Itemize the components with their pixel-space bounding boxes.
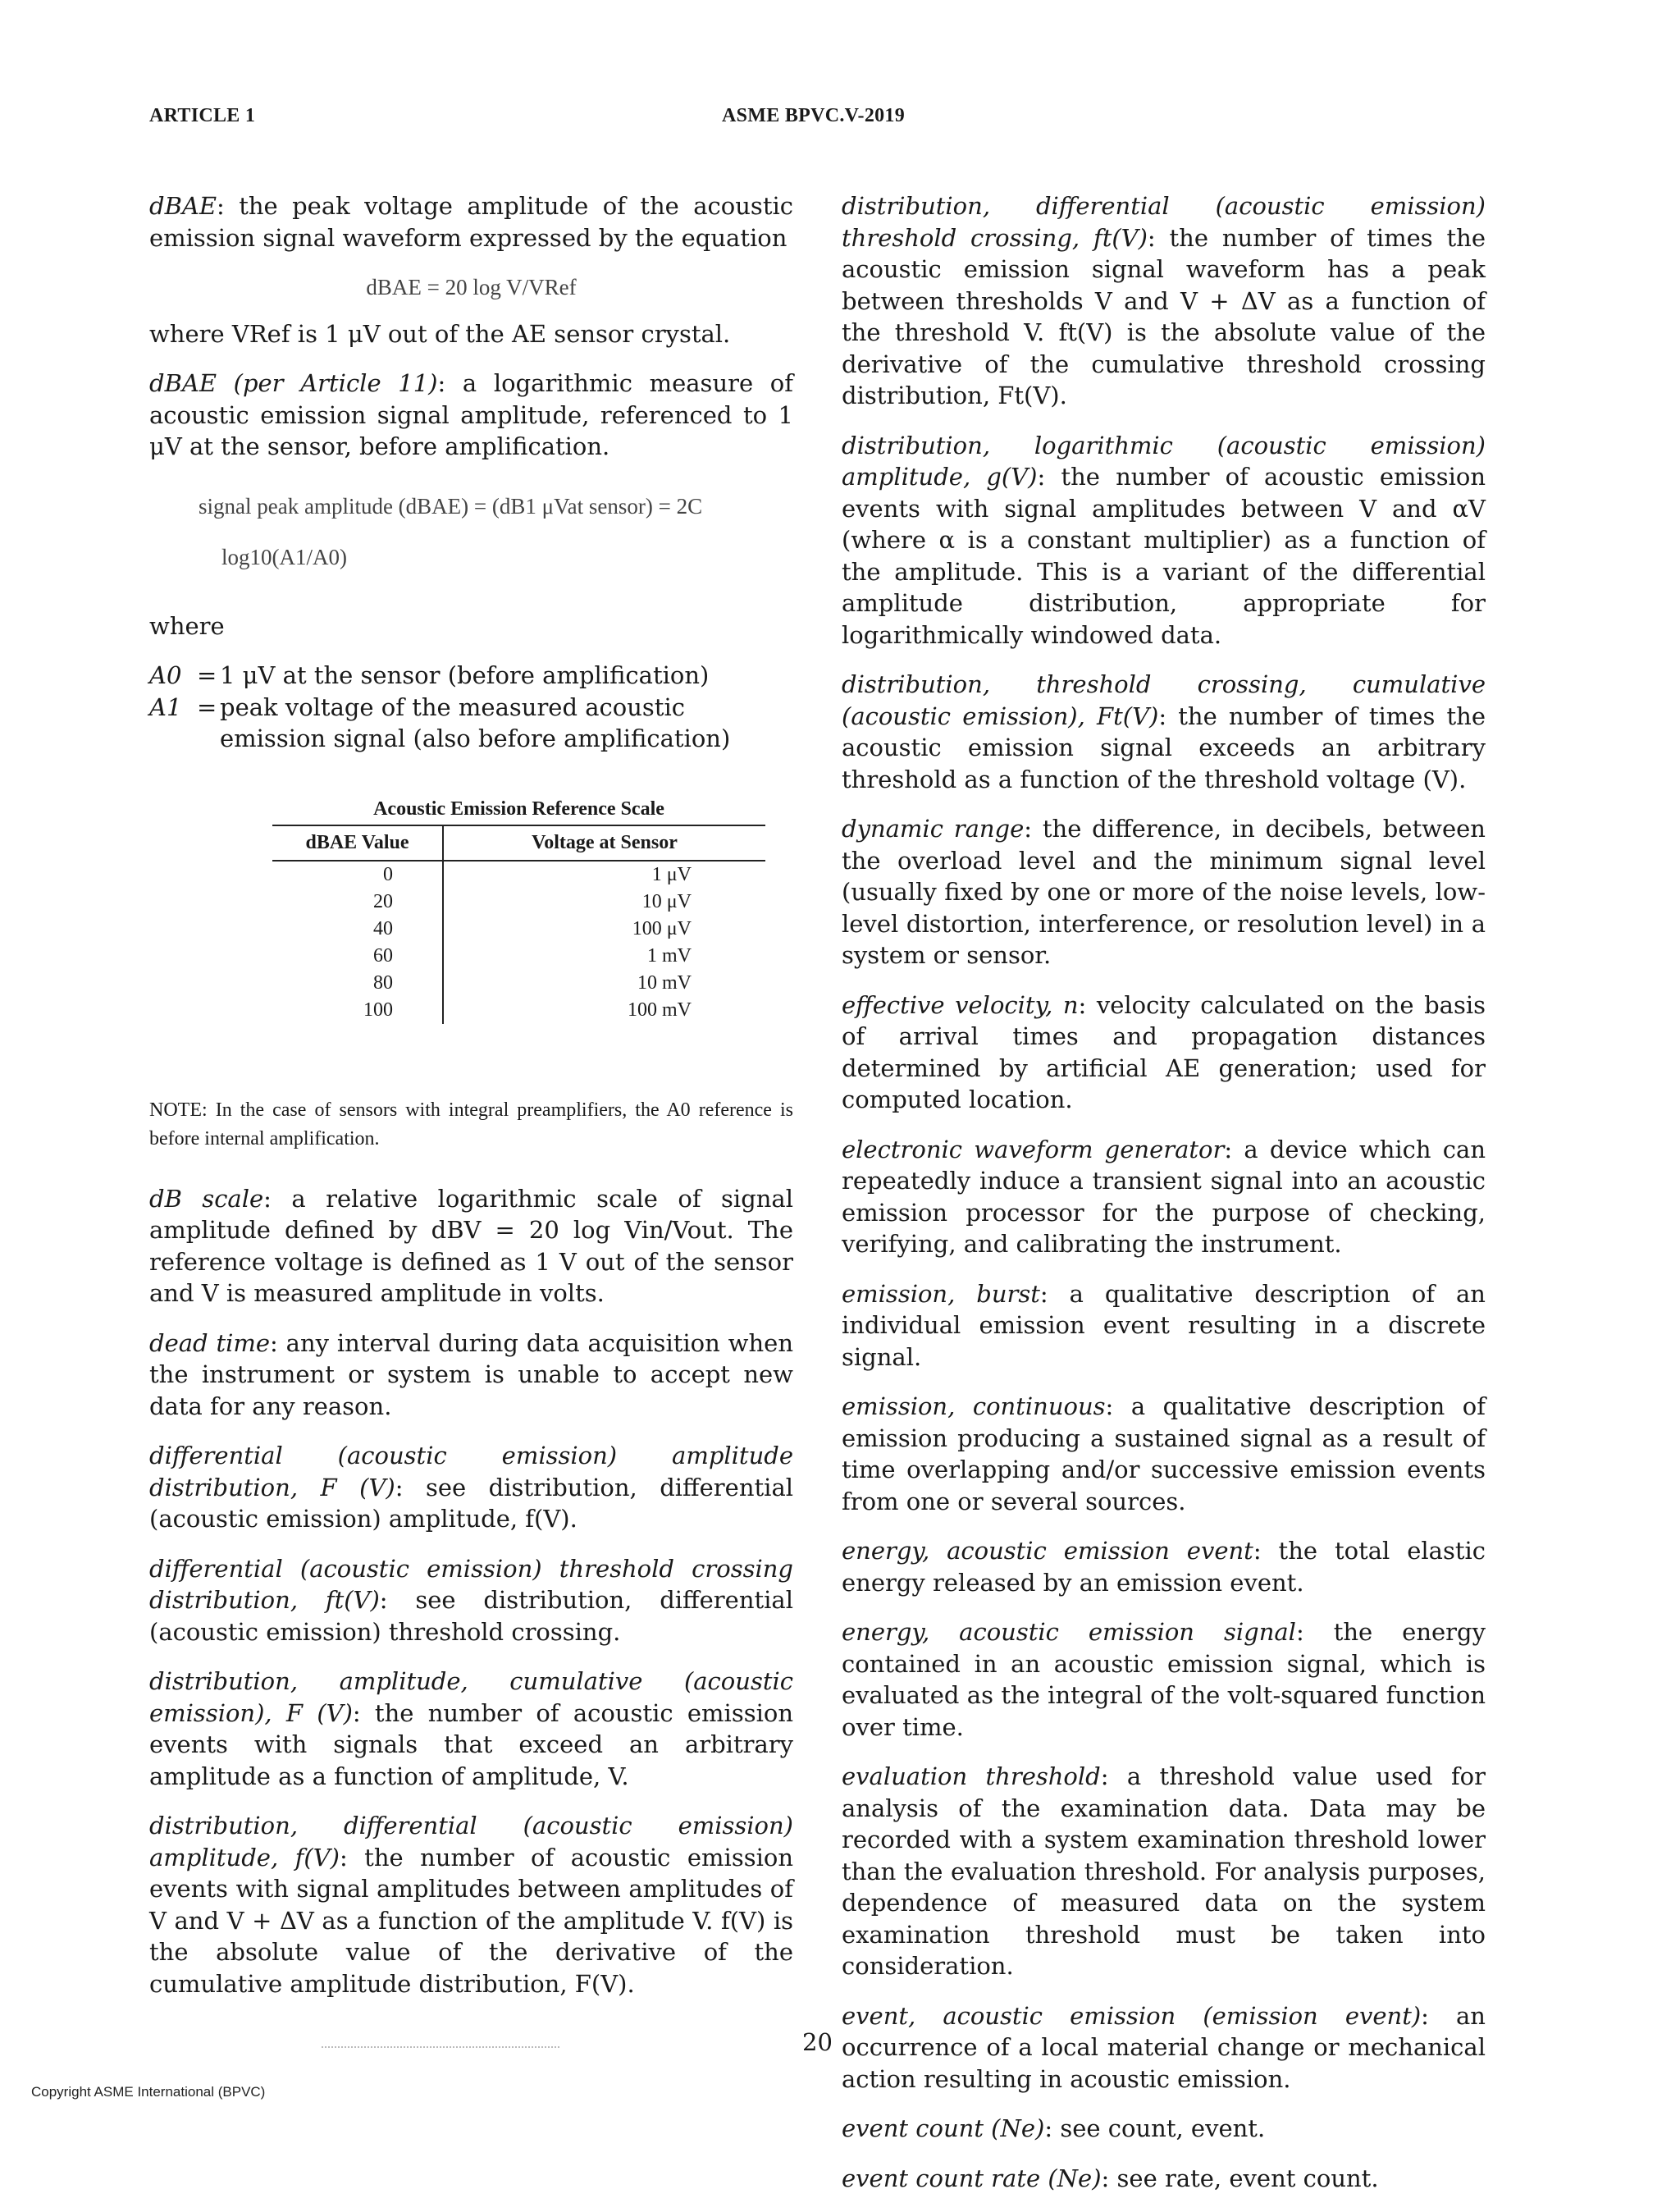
entry-term: event count (Ne) (842, 2114, 1045, 2142)
entry-term: dBAE (per Article 11) (149, 369, 438, 397)
entry-term: distribution, threshold crossing, cumulative (acoustic emission), Ft(V) (842, 670, 1486, 730)
where-text: peak voltage of the measured acoustic emission signal (also before amplification) (220, 692, 731, 752)
table-cell: 10 μV (641, 890, 692, 912)
signal-amplitude-equation (199, 481, 793, 583)
entry-term: event, acoustic emission (emission event) (842, 2001, 1422, 2030)
glossary-entry (842, 2163, 1486, 2195)
entry-term: dynamic range (842, 815, 1025, 843)
entry-definition: : velocity calculated on the basis of arrival times and propagation distances determined by artificial AE generation; used for computed location. (842, 990, 1486, 1113)
entry-dbae-article11 (149, 368, 793, 463)
entry-definition: : an occurrence of a local material change or mechanical action resulting in acoustic emission. (842, 2001, 1486, 2093)
glossary-entry (842, 1761, 1486, 1982)
entry-term: distribution, differential (acoustic emission) amplitude, f(V) (149, 1812, 793, 1872)
glossary-entry (842, 1278, 1486, 1373)
glossary-entry (149, 1666, 793, 1792)
glossary-entry (842, 1134, 1486, 1260)
entry-definition: : the total elastic energy released by an emission event. (842, 1537, 1486, 1597)
entry-term: emission, continuous (842, 1392, 1106, 1420)
dbae-equation: dBAE = 20 log V/VRef (366, 275, 577, 299)
entry-definition: : see count, event. (1044, 2114, 1266, 2142)
table-cell: 1 mV (647, 944, 692, 967)
entry-definition: : a qualitative description of emission producing a sustained signal as a result of time overlapping and/or successive emission events from one or several sources. (842, 1392, 1486, 1515)
entry-term: event count rate (Ne) (842, 2164, 1102, 2192)
entry-term: energy, acoustic emission event (842, 1537, 1253, 1565)
running-header-article: ARTICLE 1 (149, 105, 256, 126)
glossary-entry (842, 430, 1486, 651)
table-cell: 80 (272, 970, 443, 997)
entry-definition: : the number of acoustic emission events with signals that exceed an arbitrary amplitude as a function of amplitude, V. (149, 1698, 793, 1790)
equation-line-1: signal peak amplitude (dBAE) = (dB1 μVat sensor) = 2C (199, 493, 703, 519)
equals-sign: = (197, 692, 217, 721)
glossary-entry (842, 669, 1486, 795)
entry-term: evaluation threshold (842, 1762, 1101, 1790)
glossary-entry (842, 190, 1486, 412)
table-row (272, 997, 765, 1024)
entry-definition: : a threshold value used for analysis of the examination data. Data may be recorded with a system examination threshold lower than the evaluation threshold. For analysis purposes, dependence of measured data on the system examination threshold must be taken into consideration. (842, 1762, 1486, 1980)
entry-definition: : a relative logarithmic scale of signal amplitude defined by dBV = 20 log Vin/Vout. The reference voltage is defined as 1 V out of the sensor and V is measured amplitude in volts. (149, 1184, 793, 1307)
glossary-entry (842, 1391, 1486, 1517)
dbae-where-text: where VRef is 1 μV out of the AE sensor crystal. (149, 319, 731, 348)
scan-artifact-divider (322, 2046, 559, 2056)
entry-term: dB scale (149, 1184, 264, 1213)
entry-term: distribution, differential (acoustic emission) threshold crossing, ft(V) (842, 192, 1486, 252)
table-cell: 40 (272, 916, 443, 943)
where-text: 1 μV at the sensor (before amplification) (220, 661, 710, 689)
table-note: NOTE: In the case of sensors with integral preamplifiers, the A0 reference is before internal amplification. (149, 1099, 793, 1149)
entry-definition: : the number of acoustic emission events with signal amplitudes between V and αV (where α is a constant multiplier) as a function of the amplitude. This is a variant of the differential amplitude distribution, appropriate for logarithmically windowed data. (842, 463, 1486, 649)
copyright-notice: Copyright ASME International (BPVC) (31, 2084, 266, 2100)
entry-definition: : the number of times the acoustic emission signal waveform has a peak between thresholds V and V + ΔV as a function of the threshold V. ft(V) is the absolute value of the derivative of the cumulative threshold crossing distribution, Ft(V). (842, 223, 1486, 409)
table-row (272, 970, 765, 997)
glossary-entry (149, 1183, 793, 1309)
glossary-entry (149, 1810, 793, 1999)
entry-term: dead time (149, 1328, 271, 1357)
where-symbol: A1 (149, 692, 182, 721)
entry-term: emission, burst (842, 1279, 1040, 1308)
table-row (272, 943, 765, 970)
glossary-entry (842, 1535, 1486, 1598)
entry-definition: : the difference, in decibels, between the overload level and the minimum signal level (usually fixed by one or more of the noise levels, low-level distortion, interference, or resolution level) in a system or sensor. (842, 815, 1486, 969)
entry-definition: : the number of acoustic emission events with signal amplitudes between amplitudes of V and V + ΔV as a function of the amplitude V. f(V) is the absolute value of the derivative of the cumulative amplitude distribution, F(V). (149, 1843, 794, 1998)
table-row (272, 916, 765, 943)
entry-term: differential (acoustic emission) threshold crossing distribution, ft(V) (149, 1554, 793, 1614)
glossary-entry (842, 2113, 1486, 2145)
table-cell: 1 μV (651, 863, 692, 885)
entry-term: distribution, amplitude, cumulative (acoustic emission), F (V) (149, 1667, 793, 1727)
entry-definition: : the peak voltage amplitude of the acoustic emission signal waveform expressed by the equation (149, 192, 793, 252)
glossary-entry (149, 1440, 793, 1535)
table-cell: 60 (272, 943, 443, 970)
right-column (842, 190, 1486, 2212)
page-number: 20 (802, 2028, 833, 2056)
entry-term: distribution, logarithmic (acoustic emission) amplitude, g(V) (842, 431, 1486, 491)
table-cell: 100 (272, 997, 443, 1024)
left-column (149, 190, 793, 2018)
table-caption: Acoustic Emission Reference Scale (272, 796, 765, 826)
table-header-row (272, 826, 765, 861)
glossary-entry (842, 813, 1486, 971)
reference-scale-table (272, 796, 765, 1024)
entry-definition: : a device which can repeatedly induce a transient signal into an acoustic emission processor for the purpose of checking, verifying, and calibrating the instrument. (842, 1135, 1486, 1258)
entry-term: electronic waveform generator (842, 1135, 1225, 1163)
where-item (149, 660, 793, 692)
entry-definition: : the number of times the acoustic emission signal exceeds an arbitrary threshold as a function of the threshold voltage (V). (842, 702, 1486, 793)
glossary-entry (842, 989, 1486, 1116)
entry-term: effective velocity, n (842, 990, 1079, 1019)
entry-definition: : a qualitative description of an individual emission event resulting in a discrete signal. (842, 1279, 1486, 1371)
entry-definition: : see distribution, differential (acoustic emission) threshold crossing. (149, 1586, 793, 1646)
running-header-standard: ASME BPVC.V-2019 (722, 105, 906, 126)
where-item (149, 692, 793, 755)
entry-definition: : see rate, event count. (1101, 2164, 1379, 2192)
where-label: where (149, 611, 225, 640)
entry-definition: : a logarithmic measure of acoustic emission signal amplitude, referenced to 1 μV at the sensor, before amplification. (149, 369, 793, 460)
glossary-entry (842, 2000, 1486, 2095)
entry-term: differential (acoustic emission) amplitude distribution, F (V) (149, 1442, 793, 1501)
entry-definition: : the energy contained in an acoustic emission signal, which is evaluated as the integral of the volt-squared function over time. (842, 1618, 1486, 1741)
column-header: dBAE Value (272, 826, 443, 861)
glossary-entry (842, 1616, 1486, 1743)
table-row (272, 861, 765, 889)
table-cell: 100 mV (628, 999, 692, 1021)
table-cell: 0 (272, 861, 443, 889)
entry-definition: : any interval during data acquisition when the instrument or system is unable to accept new data for any reason. (149, 1328, 793, 1420)
table-cell: 20 (272, 889, 443, 916)
equals-sign: = (197, 661, 217, 689)
equation-line-2: log10(A1/A0) (221, 544, 347, 569)
entry-term: dBAE (149, 192, 217, 220)
glossary-entry (149, 1553, 793, 1648)
where-list (149, 660, 793, 755)
table-row (272, 889, 765, 916)
column-header: Voltage at Sensor (443, 826, 765, 861)
glossary-entry (149, 1328, 793, 1423)
entry-dbae (149, 190, 793, 254)
table-cell: 10 mV (637, 971, 692, 994)
entry-definition: : see distribution, differential (acoustic emission) amplitude, f(V). (149, 1473, 794, 1533)
entry-term: energy, acoustic emission signal (842, 1618, 1296, 1646)
where-symbol: A0 (149, 661, 182, 689)
table-cell: 100 μV (632, 917, 692, 939)
